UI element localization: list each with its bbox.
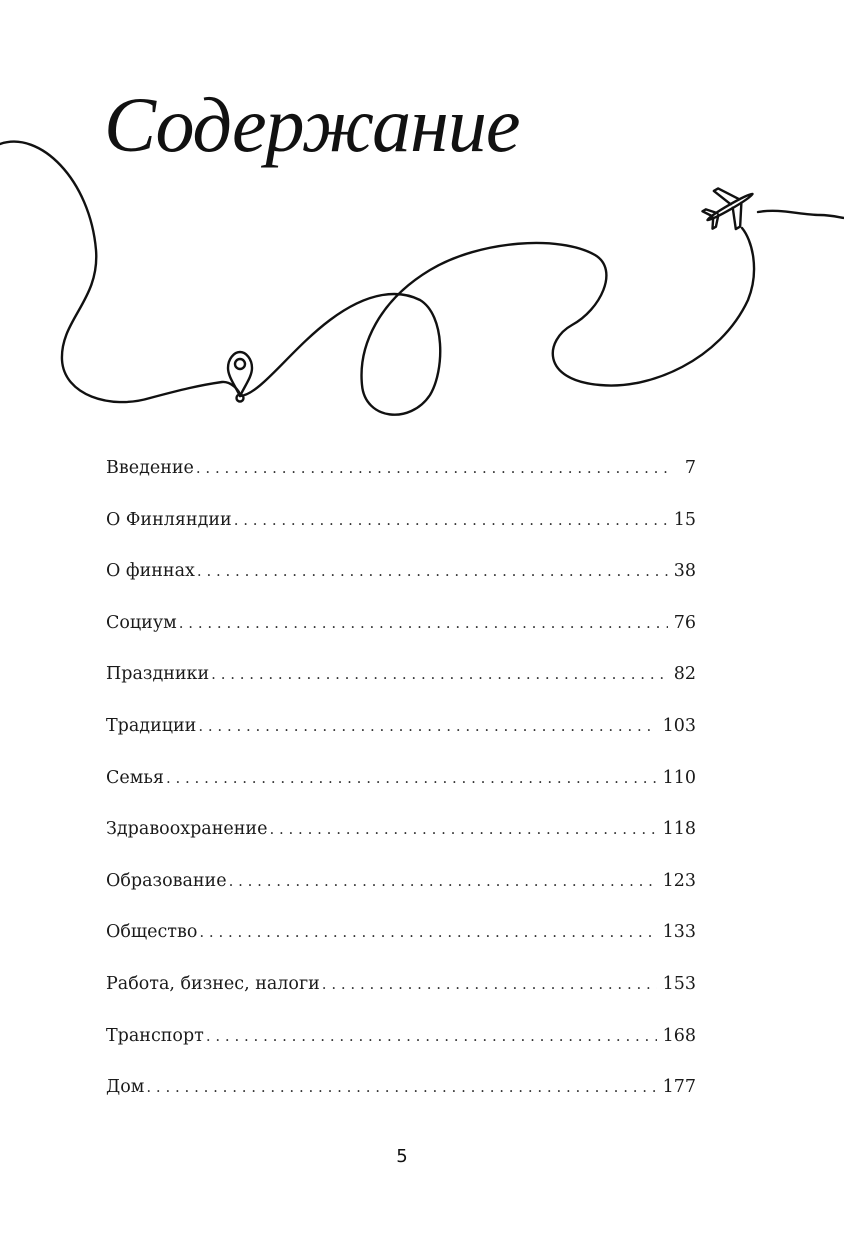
- dot-leader: [206, 1024, 657, 1048]
- dot-leader: [146, 1075, 656, 1099]
- toc-entry[interactable]: [106, 508, 696, 560]
- toc-entry-page: 103: [662, 715, 696, 736]
- dot-leader: [211, 662, 668, 686]
- toc-entry[interactable]: [106, 1075, 696, 1127]
- toc-entry-title: Семья: [106, 767, 164, 788]
- airplane-icon: [696, 175, 763, 239]
- dot-leader: [196, 456, 668, 480]
- toc-entry-page: 15: [673, 509, 696, 530]
- toc-entry[interactable]: [106, 972, 696, 1024]
- toc-entry[interactable]: [106, 559, 696, 611]
- dot-leader: [322, 972, 657, 996]
- toc-entry[interactable]: [106, 714, 696, 766]
- toc-entry-page: 133: [662, 922, 696, 943]
- toc-entry[interactable]: [106, 869, 696, 921]
- toc-entry-page: 118: [662, 819, 696, 840]
- toc-entry-title: Традиции: [106, 715, 197, 736]
- toc-entry-title: Образование: [106, 870, 227, 891]
- route-tail: [758, 211, 844, 218]
- dot-leader: [269, 817, 656, 841]
- toc-entry[interactable]: [106, 1024, 696, 1076]
- dot-leader: [197, 559, 668, 583]
- toc-entry[interactable]: [106, 456, 696, 508]
- dot-leader: [198, 714, 656, 738]
- toc-entry-page: 76: [673, 612, 696, 633]
- toc-entry[interactable]: [106, 662, 696, 714]
- toc-entry-page: 123: [662, 870, 696, 891]
- toc-entry-page: 82: [673, 664, 696, 685]
- toc-entry-page: 110: [662, 767, 696, 788]
- dot-leader: [234, 508, 668, 532]
- toc-entry-title: Общество: [106, 922, 198, 943]
- dot-leader: [166, 766, 657, 790]
- toc-entry-page: 153: [662, 973, 696, 994]
- toc-entry-title: Дом: [106, 1077, 145, 1098]
- toc-entry[interactable]: [106, 920, 696, 972]
- toc-entry-title: Здравоохранение: [106, 819, 268, 840]
- toc-entry-page: 168: [662, 1025, 696, 1046]
- dot-leader: [199, 920, 656, 944]
- toc-entry-page: 7: [684, 458, 696, 478]
- toc-entry-title: Праздники: [106, 664, 210, 685]
- page-number: 5: [396, 1146, 408, 1167]
- dot-leader: [229, 869, 657, 893]
- route-line: [0, 142, 754, 415]
- toc-entry-page: 38: [673, 561, 696, 582]
- travel-route-illustration: [0, 0, 844, 440]
- toc-entry[interactable]: [106, 611, 696, 663]
- toc-entry-title: Транспорт: [106, 1025, 204, 1046]
- toc-entry-page: 177: [662, 1077, 696, 1098]
- toc-entry-title: О Финляндии: [106, 509, 232, 530]
- toc-entry-title: Социум: [106, 612, 177, 633]
- dot-leader: [179, 611, 668, 635]
- page-title: Содержание: [104, 81, 520, 168]
- toc-entry-title: Работа, бизнес, налоги: [106, 973, 320, 994]
- toc-entry[interactable]: [106, 817, 696, 869]
- toc-entry-title: Введение: [106, 458, 194, 478]
- toc-entry-title: О финнах: [106, 561, 195, 582]
- table-of-contents: [106, 456, 696, 1127]
- toc-entry[interactable]: [106, 766, 696, 818]
